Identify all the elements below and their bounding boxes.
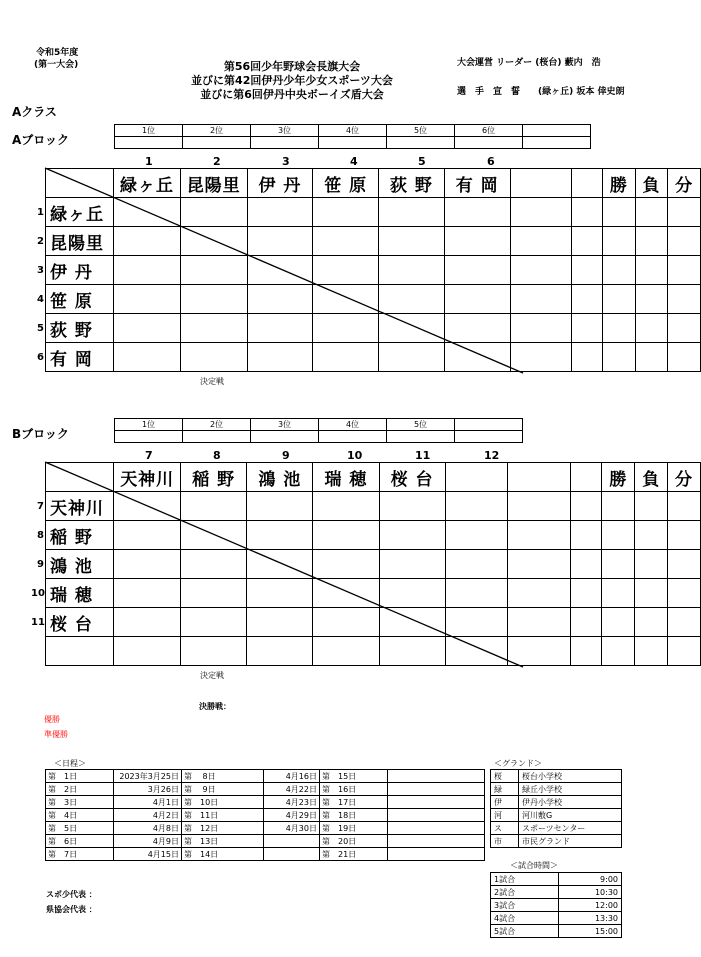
team-header: 緑ヶ丘 xyxy=(114,169,181,198)
schedule-row: 第 5日 4月8日 第 12日 4月30日 第 19日 xyxy=(46,822,485,835)
row-number: 11 xyxy=(31,617,45,628)
rank-label: 4位 xyxy=(319,125,387,137)
block-b-playoff-label: 決定戦 xyxy=(200,671,224,680)
team-row-label: 稲 野 xyxy=(46,521,114,550)
rank-label: 1位 xyxy=(115,125,183,137)
schedule-row: 第 6日 4月9日 第 13日 第 20日 xyxy=(46,835,485,848)
block-a-playoff-label: 決定戦 xyxy=(200,377,224,386)
grounds-table xyxy=(490,769,622,848)
col-number: 11 xyxy=(415,449,431,462)
title-line-1: 第56回少年野球会長旗大会 xyxy=(223,60,361,73)
team-header: 昆陽里 xyxy=(180,169,247,198)
team-header: 鴻 池 xyxy=(247,463,313,492)
rank-label: 2位 xyxy=(183,125,251,137)
draws-header: 分 xyxy=(668,463,701,492)
times-title: ＜試合時間＞ xyxy=(510,861,558,870)
row-number: 2 xyxy=(37,236,44,247)
ground-row: 伊 伊丹小学校 xyxy=(491,796,622,809)
team-header: 瑞 穂 xyxy=(313,463,379,492)
team-header: 有 岡 xyxy=(444,169,510,198)
wins-header: 勝 xyxy=(602,463,635,492)
ground-row: 河 河川敷G xyxy=(491,809,622,822)
oath-line: 選 手 宣 誓 (緑ヶ丘) 坂本 倖史朗 xyxy=(457,87,625,97)
schedule-title: ＜日程＞ xyxy=(54,759,86,768)
schedule-table xyxy=(45,769,485,861)
block-a-title: Aブロック xyxy=(12,133,70,147)
row-number: 9 xyxy=(37,559,44,570)
rank-label: 4位 xyxy=(319,419,387,431)
col-number: 5 xyxy=(418,155,426,168)
times-table xyxy=(490,872,622,938)
grounds-title: ＜グランド＞ xyxy=(494,759,542,768)
schedule-row: 第 4日 4月2日 第 11日 4月29日 第 18日 xyxy=(46,809,485,822)
col-number: 10 xyxy=(347,449,363,462)
col-number: 6 xyxy=(487,155,495,168)
team-header: 伊 丹 xyxy=(247,169,313,198)
team-row-label: 昆陽里 xyxy=(46,227,114,256)
col-number: 8 xyxy=(213,449,221,462)
row-number: 7 xyxy=(37,501,44,512)
time-row: 1試合 9:00 xyxy=(491,873,622,886)
team-row-label: 荻 野 xyxy=(46,314,114,343)
team-header: 荻 野 xyxy=(379,169,445,198)
schedule-row: 第 1日 2023年3月25日 第 8日 4月16日 第 15日 xyxy=(46,770,485,783)
row-number: 6 xyxy=(37,352,44,363)
wins-header: 勝 xyxy=(603,169,636,198)
rank-label: 5位 xyxy=(387,125,455,137)
winner-label: 優勝 xyxy=(44,715,60,724)
team-header: 稲 野 xyxy=(181,463,247,492)
row-number: 5 xyxy=(37,323,44,334)
row-number: 4 xyxy=(37,294,44,305)
ground-row: ス スポーツセンター xyxy=(491,822,622,835)
row-number: 10 xyxy=(31,588,45,599)
schedule-row: 第 3日 4月1日 第 10日 4月23日 第 17日 xyxy=(46,796,485,809)
schedule-row: 第 2日 3月26日 第 9日 4月22日 第 16日 xyxy=(46,783,485,796)
rank-label: 6位 xyxy=(455,125,523,137)
team-row-label: 伊 丹 xyxy=(46,256,114,285)
block-b-title: Bブロック xyxy=(12,427,69,441)
losses-header: 負 xyxy=(635,463,668,492)
col-number: 9 xyxy=(282,449,290,462)
team-row-label: 笹 原 xyxy=(46,285,114,314)
schedule-row: 第 7日 4月15日 第 14日 第 21日 xyxy=(46,848,485,861)
ground-row: 市 市民グランド xyxy=(491,835,622,848)
team-header: 天神川 xyxy=(114,463,181,492)
leader-line: 大会運営 リーダー (桜台) 藪内 浩 xyxy=(457,58,601,68)
ground-row: 緑 緑丘小学校 xyxy=(491,783,622,796)
class-label: Aクラス xyxy=(12,105,57,119)
runner-up-label: 準優勝 xyxy=(44,730,68,739)
sports-rep-label: スポ少代表 ： xyxy=(46,890,97,899)
col-number: 1 xyxy=(145,155,153,168)
row-number: 8 xyxy=(37,530,44,541)
time-row: 3試合 12:00 xyxy=(491,899,622,912)
team-header: 笹 原 xyxy=(313,169,379,198)
team-row-label: 瑞 穂 xyxy=(46,579,114,608)
ground-row: 桜 桜台小学校 xyxy=(491,770,622,783)
losses-header: 負 xyxy=(635,169,668,198)
rank-label: 3位 xyxy=(251,125,319,137)
team-row-label: 桜 台 xyxy=(46,608,114,637)
col-number: 7 xyxy=(145,449,153,462)
rank-label: 1位 xyxy=(115,419,183,431)
team-row-label: 鴻 池 xyxy=(46,550,114,579)
fiscal-year: 令和5年度 xyxy=(36,48,79,58)
col-number: 3 xyxy=(282,155,290,168)
edition-label: (第一大会) xyxy=(34,60,79,70)
col-number: 12 xyxy=(484,449,500,462)
team-row-label: 緑ヶ丘 xyxy=(46,198,114,227)
rank-label: 5位 xyxy=(387,419,455,431)
row-number: 1 xyxy=(37,207,44,218)
team-row-label: 有 岡 xyxy=(46,343,114,372)
col-number: 4 xyxy=(350,155,358,168)
col-number: 2 xyxy=(213,155,221,168)
assoc-rep-label: 県協会代表 ： xyxy=(46,905,97,914)
rank-label: 3位 xyxy=(251,419,319,431)
row-number: 3 xyxy=(37,265,44,276)
draws-header: 分 xyxy=(668,169,701,198)
time-row: 2試合 10:30 xyxy=(491,886,622,899)
time-row: 5試合 15:00 xyxy=(491,925,622,938)
rank-label: 2位 xyxy=(183,419,251,431)
title-line-3: 並びに第6回伊丹中央ボーイズ盾大会 xyxy=(200,88,384,101)
final-game-label: 決勝戦： xyxy=(199,702,231,711)
team-row-label: 天神川 xyxy=(46,492,114,521)
time-row: 4試合 13:30 xyxy=(491,912,622,925)
team-header: 桜 台 xyxy=(379,463,445,492)
title-line-2: 並びに第42回伊丹少年少女スポーツ大会 xyxy=(191,74,393,87)
